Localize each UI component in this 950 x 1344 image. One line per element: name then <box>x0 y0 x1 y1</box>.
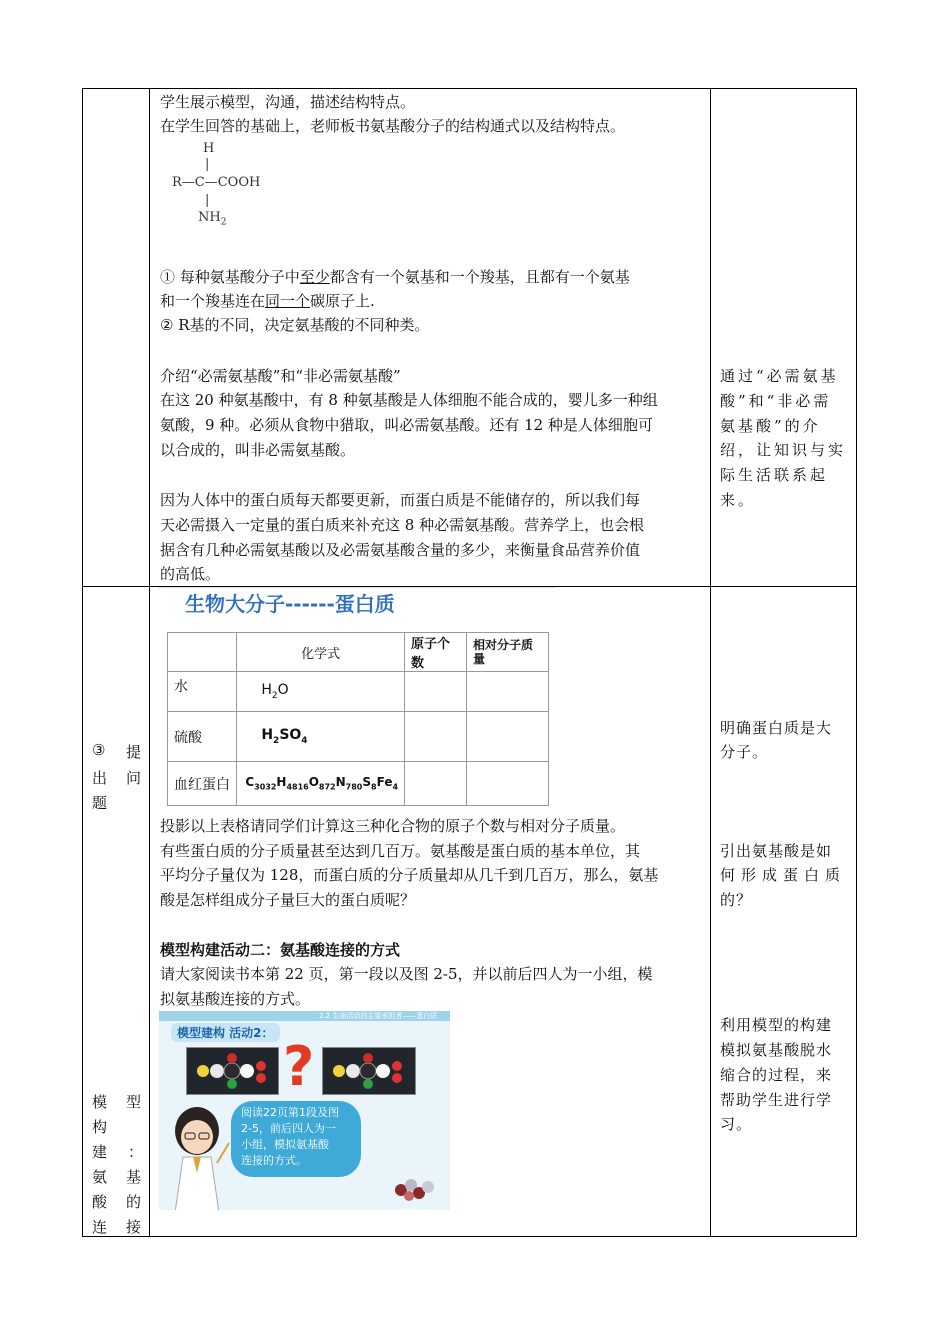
side-note-3-line: 的？ <box>720 891 753 909</box>
header-blank <box>168 633 237 672</box>
compound-name: 水 <box>168 672 237 712</box>
molecule-model-image-left <box>186 1047 279 1095</box>
label-char: 题 <box>92 794 108 812</box>
table-row <box>168 712 549 762</box>
para1-line-2: 氨酸，9 种。必须从食物中猎取，叫必需氨基酸。还有 12 种是人体细胞可 <box>160 416 653 434</box>
intro-line: 介绍“必需氨基酸”和“非必需氨基酸” <box>160 367 401 385</box>
atom-count-cell <box>405 672 467 712</box>
side-note-3-line: 引出氨基酸是如 <box>720 842 833 860</box>
label-char: 的 <box>126 1193 142 1211</box>
relative-mass-cell <box>466 762 548 806</box>
para3-line-1: 有些蛋白质的分子质量甚至达到几百万。氨基酸是蛋白质的基本单位，其 <box>160 842 641 860</box>
activity-line-2: 拟氨基酸连接的方式。 <box>160 990 311 1008</box>
formula-bar-bottom: | <box>205 193 210 208</box>
formula-h: H <box>203 141 215 156</box>
side-note-1-line: 氨基酸”的介 <box>720 417 821 435</box>
side-note-3-line: 何形成蛋白质 <box>720 866 847 884</box>
para2-line-3: 据含有几种必需氨基酸以及必需氨基酸含量的多少，来衡量食品营养价值 <box>160 541 641 559</box>
table-row <box>168 762 549 806</box>
para1-line-1: 在这 20 种氨基酸中，有 8 种氨基酸是人体细胞不能合成的，婴儿多一种组 <box>160 391 658 409</box>
side-note-1-line: 酸”和“非必需 <box>720 392 832 410</box>
side-note-4-line: 习。 <box>720 1115 753 1133</box>
label-char: 问 <box>126 769 142 787</box>
compound-table-header <box>168 633 549 672</box>
label-char: 提 <box>126 743 142 761</box>
text-line-2: 在学生回答的基础上，老师板书氨基酸分子的结构通式以及结构特点。 <box>160 117 626 135</box>
point-1a-underline: 至少 <box>299 268 330 286</box>
point-1b-post: 碳原子上. <box>310 292 375 310</box>
activity-title: 模型构建活动二：氨基酸连接的方式 <box>160 941 401 959</box>
protein-molecule-image <box>391 1175 441 1205</box>
side-note-2-line: 分子。 <box>720 743 769 761</box>
projection-line: 投影以上表格请同学们计算这三种化合物的原子个数与相对分子质量。 <box>160 817 626 835</box>
formula-bar-top: | <box>205 157 210 172</box>
table-row <box>168 672 549 712</box>
bubble-line: 2-5，前后四人为一 <box>241 1122 336 1135</box>
slide-title: 生物大分子------蛋白质 <box>185 592 395 616</box>
side-note-1-line: 通过“必需氨基 <box>720 367 839 385</box>
slide-header-text: 2.2 生命活动的主要承担者——蛋白质 <box>319 1012 438 1020</box>
para3-line-2: 平均分子量仅为 128，而蛋白质的分子质量却从几千到几百万，那么，氨基 <box>160 866 659 884</box>
bubble-line: 小组，模拟氨基酸 <box>241 1138 329 1151</box>
header-relative-mass: 相对分子质量 <box>466 633 548 672</box>
label-char: ③ <box>92 741 106 759</box>
label-char: 酸 <box>92 1193 108 1211</box>
label-char: ： <box>128 1143 144 1161</box>
compound-formula-sulfuric: $H_2SO_4$ <box>237 712 405 762</box>
label-char: 连 <box>92 1218 108 1236</box>
label-char: 型 <box>126 1093 142 1111</box>
relative-mass-cell <box>466 672 548 712</box>
compound-formula-hemoglobin: $C_{3032}H_{4816}O_{872}N_{780}S_8Fe_4$ <box>237 762 405 806</box>
label-char: 接 <box>126 1218 142 1236</box>
bubble-line: 阅读22页第1段及图 <box>241 1106 339 1119</box>
para2-line-2: 天必需摄入一定量的蛋白质来补充这 8 种必需氨基酸。营养学上，也会根 <box>160 516 645 534</box>
point-1a-post: 都含有一个氨基和一个羧基，且都有一个氨基 <box>329 268 630 286</box>
para2-line-4: 的高低。 <box>160 565 221 583</box>
atom-count-cell <box>405 762 467 806</box>
para1-line-3: 以合成的，叫非必需氨基酸。 <box>160 441 356 459</box>
label-char: 出 <box>92 769 108 787</box>
bubble-line: 连接的方式。 <box>241 1154 307 1167</box>
compound-formula-water: $H_2O$ <box>237 672 405 712</box>
side-note-4-line: 缩合的过程，来 <box>720 1066 833 1084</box>
formula-main: R—C—COOH <box>172 175 261 190</box>
label-char: 氨 <box>92 1168 108 1186</box>
label-char: 构 <box>92 1118 108 1136</box>
formula-nh: NH <box>198 210 221 225</box>
activity-line-1: 请大家阅读书本第 22 页，第一段以及图 2-5，并以前后四人为一小组，模 <box>160 965 653 983</box>
speech-bubble <box>231 1101 361 1177</box>
side-note-1-line: 绍，让知识与实 <box>720 441 847 459</box>
atom-count-cell <box>405 712 467 762</box>
text-line-1: 学生展示模型，沟通，描述结构特点。 <box>160 93 416 111</box>
slide-activity-title: 模型建构 活动2： <box>171 1023 280 1042</box>
label-char: 建 <box>92 1143 108 1161</box>
relative-mass-cell <box>466 712 548 762</box>
label-char: 模 <box>92 1093 108 1111</box>
point-1a-pre: ① 每种氨基酸分子中 <box>160 268 300 286</box>
side-note-1-line: 来。 <box>720 491 757 509</box>
side-note-2-line: 明确蛋白质是大 <box>720 719 833 737</box>
label-char: 基 <box>126 1168 142 1186</box>
compound-name: 硫酸 <box>168 712 237 762</box>
column-divider-left <box>149 88 150 1236</box>
column-divider-right <box>710 88 711 1236</box>
point-1b-pre: 和一个羧基连在 <box>160 292 266 310</box>
side-note-1-line: 际生活联系起 <box>720 466 829 484</box>
point-2: ② R基的不同，决定氨基酸的不同种类。 <box>160 316 430 334</box>
compound-table <box>167 632 549 806</box>
molecule-balls-right <box>323 1048 415 1094</box>
point-1b-underline: 同一个 <box>265 292 311 310</box>
header-formula: 化学式 <box>237 633 405 672</box>
question-mark: ? <box>283 1035 315 1098</box>
para3-line-3: 酸是怎样组成分子量巨大的蛋白质呢？ <box>160 891 416 909</box>
para2-line-1: 因为人体中的蛋白质每天都要更新，而蛋白质是不能储存的，所以我们每 <box>160 491 641 509</box>
formula-nh2-sub: 2 <box>220 217 227 228</box>
compound-name: 血红蛋白 <box>168 762 237 806</box>
slide-image-model-activity <box>159 1011 450 1210</box>
molecule-balls-left <box>187 1048 278 1094</box>
formula-nh2 <box>198 210 226 228</box>
side-note-4-line: 模拟氨基酸脱水 <box>720 1041 833 1059</box>
point-1-line-b <box>160 289 375 313</box>
side-note-4-line: 帮助学生进行学 <box>720 1091 833 1109</box>
point-1-line-a <box>160 265 630 289</box>
teacher-cartoon <box>163 1103 233 1210</box>
molecule-model-image-right <box>322 1047 416 1095</box>
side-note-4-line: 利用模型的构建 <box>720 1016 833 1034</box>
header-atom-count: 原子个数 <box>405 633 467 672</box>
